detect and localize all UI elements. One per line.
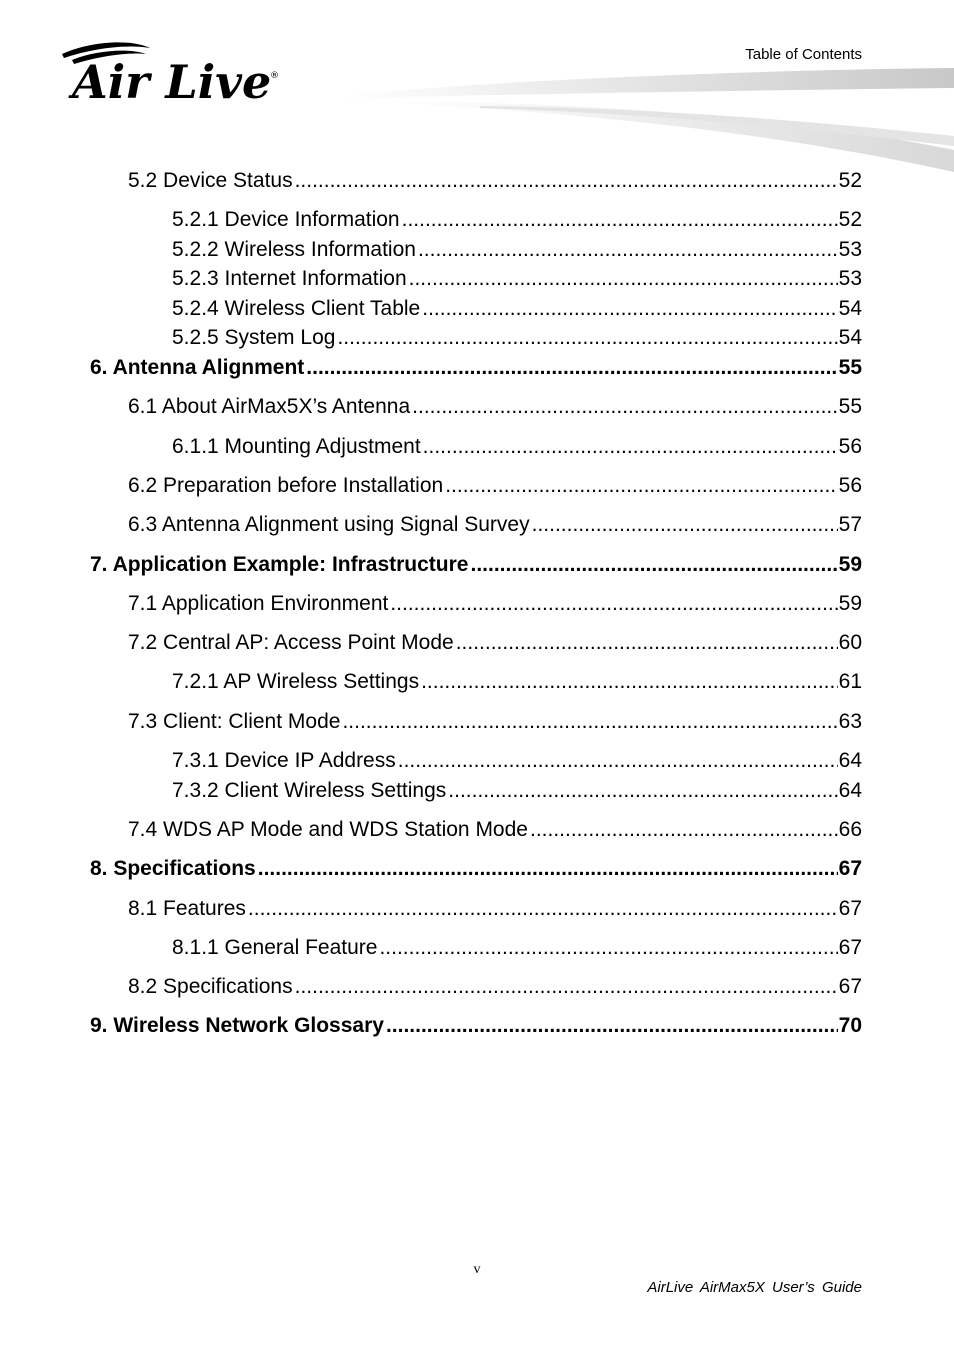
toc-entry-label: 8.1 Features <box>128 897 246 920</box>
toc-entry[interactable] <box>90 1013 862 1039</box>
toc-entry-label: 6. Antenna Alignment <box>90 356 305 379</box>
toc-dot-leader <box>448 778 837 804</box>
toc-entry-page: 63 <box>838 710 862 733</box>
toc-entry-label: 5.2 Device Status <box>128 169 293 192</box>
toc-dot-leader <box>295 168 838 194</box>
toc-entry-page: 64 <box>838 749 862 772</box>
toc-entry-page: 54 <box>838 297 862 320</box>
toc-entry[interactable] <box>172 237 862 263</box>
toc-entry-label: 8. Specifications <box>90 857 256 880</box>
toc-entry[interactable] <box>172 748 862 774</box>
toc-entry[interactable] <box>90 856 862 882</box>
toc-entry-label: 8.2 Specifications <box>128 975 293 998</box>
toc-entry-page: 60 <box>838 631 862 654</box>
toc-entry-page: 53 <box>838 238 862 261</box>
toc-entry[interactable] <box>172 207 862 233</box>
toc-entry-label: 7.3.1 Device IP Address <box>172 749 396 772</box>
toc-entry-page: 66 <box>838 818 862 841</box>
toc-entry[interactable] <box>128 974 862 1000</box>
toc-entry-page: 67 <box>838 936 862 959</box>
toc-entry[interactable] <box>128 512 862 538</box>
toc-entry-label: 7.3 Client: Client Mode <box>128 710 341 733</box>
svg-text:®: ® <box>270 71 279 81</box>
toc-entry-page: 53 <box>838 267 862 290</box>
toc-dot-leader <box>258 856 838 882</box>
toc-dot-leader <box>470 552 837 578</box>
toc-entry-page: 52 <box>838 208 862 231</box>
toc-entry[interactable] <box>128 473 862 499</box>
toc-dot-leader <box>342 709 837 735</box>
toc-entry[interactable] <box>172 325 862 351</box>
toc-entry[interactable] <box>172 778 862 804</box>
toc-dot-leader <box>379 935 837 961</box>
toc-entry[interactable] <box>128 896 862 922</box>
toc-entry-label: 5.2.1 Device Information <box>172 208 400 231</box>
toc-entry[interactable] <box>128 168 862 194</box>
toc-entry[interactable] <box>128 709 862 735</box>
toc-entry-label: 7. Application Example: Infrastructure <box>90 553 469 576</box>
toc-entry-label: 6.1 About AirMax5X’s Antenna <box>128 395 411 418</box>
toc-entry-label: 9. Wireless Network Glossary <box>90 1014 384 1037</box>
toc-entry-label: 5.2.2 Wireless Information <box>172 238 416 261</box>
toc-dot-leader <box>532 512 838 538</box>
toc-entry-page: 54 <box>838 326 862 349</box>
toc-dot-leader <box>421 669 838 695</box>
header-section-title: Table of Contents <box>745 46 862 63</box>
toc-entry-page: 67 <box>838 897 862 920</box>
toc-entry[interactable] <box>90 552 862 578</box>
toc-dot-leader <box>306 355 837 381</box>
toc-dot-leader <box>409 266 838 292</box>
toc-dot-leader <box>530 817 838 843</box>
toc-entry-page: 64 <box>838 779 862 802</box>
toc-entry-page: 61 <box>838 670 862 693</box>
airlive-logo <box>58 40 288 105</box>
toc-entry-page: 59 <box>838 592 862 615</box>
toc-dot-leader <box>412 394 837 420</box>
toc-entry-page: 55 <box>838 356 862 379</box>
toc-entry[interactable] <box>172 935 862 961</box>
toc-entry[interactable] <box>172 434 862 460</box>
toc-entry[interactable] <box>128 394 862 420</box>
toc-entry-label: 6.1.1 Mounting Adjustment <box>172 435 421 458</box>
header-swoosh <box>340 60 954 180</box>
logo-wordmark: Air Live <box>72 55 272 105</box>
toc-entry-label: 5.2.4 Wireless Client Table <box>172 297 421 320</box>
toc-dot-leader <box>386 1013 838 1039</box>
toc-dot-leader <box>295 974 838 1000</box>
toc-entry-page: 55 <box>838 395 862 418</box>
toc-entry[interactable] <box>172 669 862 695</box>
toc-entry-page: 59 <box>838 553 862 576</box>
page-number: v <box>473 1262 481 1277</box>
toc-entry-label: 6.2 Preparation before Installation <box>128 474 444 497</box>
toc-entry-label: 7.2 Central AP: Access Point Mode <box>128 631 454 654</box>
toc-dot-leader <box>402 207 838 233</box>
toc-entry[interactable] <box>90 355 862 381</box>
toc-entry-label: 7.3.2 Client Wireless Settings <box>172 779 447 802</box>
toc-dot-leader <box>418 237 838 263</box>
toc-entry-label: 5.2.3 Internet Information <box>172 267 407 290</box>
toc-dot-leader <box>422 296 837 322</box>
toc-entry[interactable] <box>128 630 862 656</box>
toc-entry-label: 8.1.1 General Feature <box>172 936 378 959</box>
toc-entry-page: 52 <box>838 169 862 192</box>
toc-entry[interactable] <box>172 266 862 292</box>
toc-entry-label: 7.2.1 AP Wireless Settings <box>172 670 420 693</box>
toc-entry-page: 56 <box>838 435 862 458</box>
toc-dot-leader <box>398 748 838 774</box>
toc-dot-leader <box>445 473 837 499</box>
toc-entry-page: 57 <box>838 513 862 536</box>
toc-entry-label: 7.1 Application Environment <box>128 592 389 615</box>
toc-entry-page: 67 <box>838 857 862 880</box>
footer-guide-title: AirLive AirMax5X User’s Guide <box>647 1279 862 1296</box>
toc-entry-page: 70 <box>838 1014 862 1037</box>
toc-dot-leader <box>390 591 837 617</box>
toc-entry-page: 56 <box>838 474 862 497</box>
toc-entry[interactable] <box>128 817 862 843</box>
toc-entry[interactable] <box>172 296 862 322</box>
toc-dot-leader <box>456 630 838 656</box>
toc-dot-leader <box>337 325 837 351</box>
toc-entry-label: 6.3 Antenna Alignment using Signal Survey <box>128 513 530 536</box>
toc-dot-leader <box>248 896 838 922</box>
toc-entry[interactable] <box>128 591 862 617</box>
toc-dot-leader <box>423 434 838 460</box>
toc-entry-page: 67 <box>838 975 862 998</box>
toc-entry-label: 5.2.5 System Log <box>172 326 336 349</box>
toc-entry-label: 7.4 WDS AP Mode and WDS Station Mode <box>128 818 528 841</box>
